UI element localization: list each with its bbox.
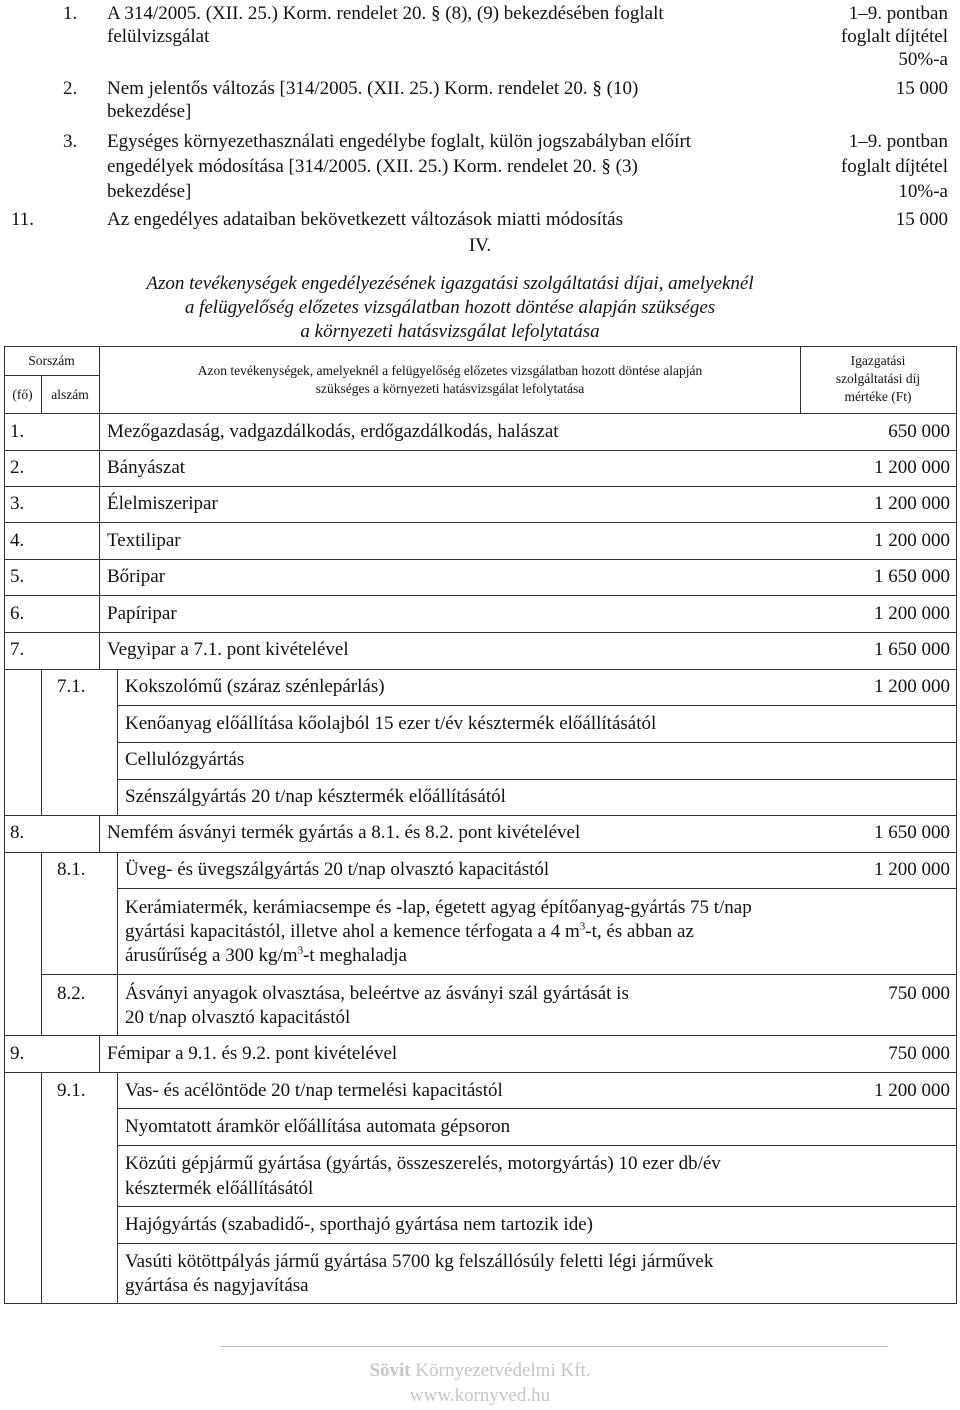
row-description-line-1: Kerámiatermék, kerámiacsempe és -lap, égetett agyag építőanyag-gyártás 75 t/nap	[125, 897, 752, 918]
header-fee-line-1: Igazgatási	[850, 353, 906, 368]
row-fee: 1 200 000	[874, 859, 950, 880]
top-row-3-fee-line-3: 10%-a	[898, 181, 948, 202]
row-main-number: 2.	[10, 457, 25, 478]
header-sorszam: Sorszám	[28, 353, 75, 368]
item-11-number: 11.	[11, 209, 35, 230]
row-fee: 1 650 000	[874, 566, 950, 587]
row-description-line-2: gyártási kapacitástól, illetve ahol a kemence térfogata a 4 $m^3-t$, és abban az	[125, 920, 694, 942]
row-description: Kokszolómű (száraz szénlepárlás)	[125, 676, 385, 697]
footer-url[interactable]: www.kornyved.hu	[409, 1385, 551, 1406]
row-fee: 1 200 000	[874, 676, 950, 697]
row-fee: 650 000	[888, 421, 950, 442]
footer-brand: Sövit	[369, 1360, 411, 1381]
row-description: Hajógyártás (szabadidő-, sporthajó gyártása nem tartozik ide)	[125, 1214, 593, 1235]
row-main-number: 9.	[10, 1043, 25, 1064]
row-description: Üveg- és üvegszálgyártás 20 t/nap olvasztó kapacitástól	[125, 859, 550, 880]
row-fee: 1 650 000	[874, 822, 950, 843]
row-description: Vegyipar a 7.1. pont kivételével	[107, 639, 349, 660]
row-fee: 1 650 000	[874, 639, 950, 660]
row-description: Fémipar a 9.1. és 9.2. pont kivételével	[107, 1043, 398, 1064]
top-row-1-fee-line-1: 1–9. pontban	[848, 3, 948, 24]
header-fo: (fő)	[12, 387, 33, 402]
top-row-2-line-1: Nem jelentős változás [314/2005. (XII. 25.) Korm. rendelet 20. § (10)	[107, 78, 639, 99]
top-row-3-number: 3.	[63, 131, 78, 152]
header-description-line-2: szükséges a környezeti hatásvizsgálat lefolytatása	[315, 381, 585, 396]
header-fee-line-2: szolgáltatási díj	[835, 371, 921, 386]
row-fee: 1 200 000	[874, 1080, 950, 1101]
row-main-number: 3.	[10, 493, 25, 514]
row-main-number: 8.	[10, 822, 25, 843]
row-sub-number: 7.1.	[57, 676, 86, 697]
row-main-number: 5.	[10, 566, 25, 587]
row-sub-number: 8.1.	[57, 859, 86, 880]
row-description: Bányászat	[107, 457, 186, 478]
row-sub-number: 8.2.	[57, 983, 86, 1004]
row-description-line-2: 20 t/nap olvasztó kapacitástól	[125, 1007, 351, 1028]
row-main-number: 4.	[10, 530, 25, 551]
top-row-3-line-1: Egységes környezethasználati engedélybe foglalt, külön jogszabályban előírt	[107, 131, 692, 152]
row-main-number: 1.	[10, 421, 25, 442]
row-description-line-1: Ásványi anyagok olvasztása, beleértve az ásványi szál gyártását is	[125, 983, 629, 1004]
footer-company-name: Környezetvédelmi Kft.	[415, 1360, 591, 1381]
row-description-line-3: árusűrűség a 300 $kg/m^3-t$ meghaladja	[125, 944, 407, 966]
row-description-line-2: késztermék előállításától	[125, 1178, 314, 1199]
row-fee: 1 200 000	[874, 603, 950, 624]
row-description: Vas- és acélöntöde 20 t/nap termelési kapacitástól	[125, 1080, 503, 1101]
top-row-2-number: 2.	[63, 78, 78, 99]
top-row-3-line-2: engedélyek módosítása [314/2005. (XII. 25.) Korm. rendelet 20. § (3)	[107, 156, 638, 177]
top-row-2-line-2: bekezdése]	[107, 101, 192, 122]
row-description: Bőripar	[107, 566, 166, 587]
top-row-1-number: 1.	[63, 3, 78, 24]
footer-company	[0, 1360, 960, 1382]
row-description-line-1: Vasúti kötöttpályás jármű gyártása 5700 kg felszállósúly feletti légi járművek	[125, 1251, 714, 1272]
header-alszam: alszám	[51, 387, 89, 402]
section-title-line-2: a felügyelőség előzetes vizsgálatban hozott döntése alapján szükséges	[184, 297, 716, 318]
top-row-1-fee-line-3: 50%-a	[898, 49, 948, 70]
top-row-3-fee-line-2: foglalt díjtétel	[840, 156, 948, 177]
top-row-1-line-2: felülvizsgálat	[107, 26, 210, 47]
row-description: Szénszálgyártás 20 t/nap késztermék előállításától	[125, 786, 506, 807]
top-row-3-line-3: bekezdése]	[107, 181, 192, 202]
top-row-1-line-1: A 314/2005. (XII. 25.) Korm. rendelet 20. § (8), (9) bekezdésében foglalt	[107, 3, 664, 24]
row-fee: 1 200 000	[874, 457, 950, 478]
row-description: Nemfém ásványi termék gyártás a 8.1. és 8.2. pont kivételével	[107, 822, 581, 843]
row-sub-number: 9.1.	[57, 1080, 86, 1101]
row-main-number: 6.	[10, 603, 25, 624]
row-fee: 1 200 000	[874, 493, 950, 514]
row-description: Mezőgazdaság, vadgazdálkodás, erdőgazdálkodás, halászat	[107, 421, 559, 442]
top-row-1-fee-line-2: foglalt díjtétel	[840, 26, 948, 47]
row-fee: 1 200 000	[874, 530, 950, 551]
row-main-number: 7.	[10, 639, 25, 660]
header-description-line-1: Azon tevékenységek, amelyeknél a felügyelőség előzetes vizsgálatban hozott döntése alapján	[197, 363, 703, 378]
top-row-3-fee-line-1: 1–9. pontban	[848, 131, 948, 152]
row-description-line-1: Közúti gépjármű gyártása (gyártás, összeszerelés, motorgyártás) 10 ezer db/év	[125, 1153, 721, 1174]
row-description: Papíripar	[107, 603, 177, 624]
row-description: Kenőanyag előállítása kőolajból 15 ezer t/év késztermék előállításától	[125, 713, 657, 734]
item-11-fee: 15 000	[895, 209, 948, 230]
row-description: Textilipar	[107, 530, 181, 551]
item-11-text: Az engedélyes adataiban bekövetkezett változások miatti módosítás	[107, 209, 623, 230]
row-fee: 750 000	[888, 983, 950, 1004]
row-description-line-2: gyártása és nagyjavítása	[125, 1275, 309, 1296]
footer-divider	[220, 1346, 888, 1347]
section-title-line-1: Azon tevékenységek engedélyezésének igazgatási szolgáltatási díjai, amelyeknél	[146, 273, 754, 294]
top-row-2-fee: 15 000	[895, 78, 948, 99]
row-description: Nyomtatott áramkör előállítása automata gépsoron	[125, 1116, 511, 1137]
section-roman-numeral: IV.	[468, 235, 492, 256]
row-description: Cellulózgyártás	[125, 749, 245, 770]
row-fee: 750 000	[888, 1043, 950, 1064]
header-fee-line-3: mértéke (Ft)	[844, 389, 912, 404]
section-title-line-3: a környezeti hatásvizsgálat lefolytatása	[300, 321, 600, 342]
row-description: Élelmiszeripar	[107, 493, 218, 514]
